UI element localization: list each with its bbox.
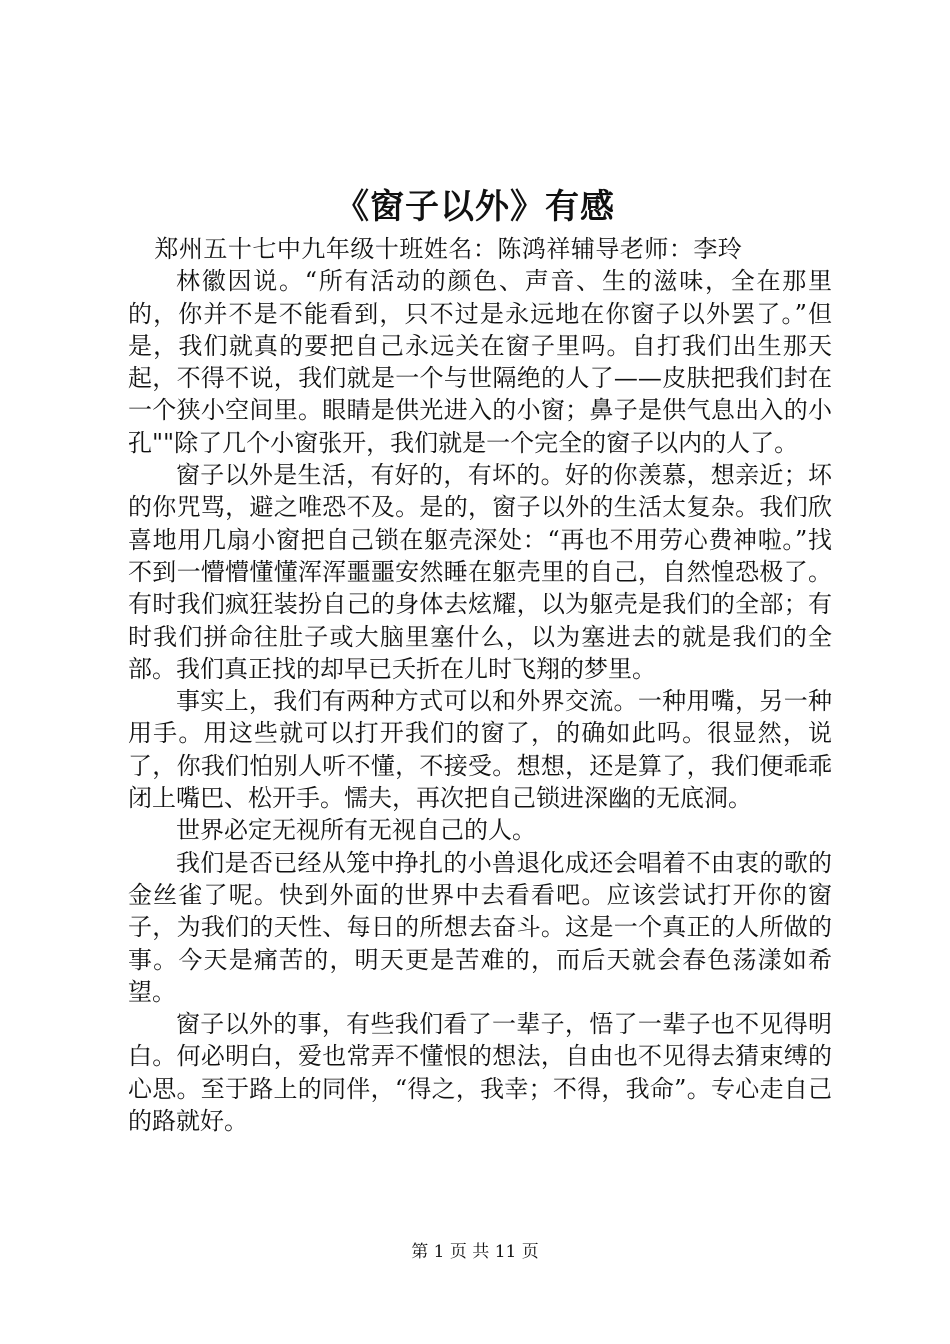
paragraph-1: 林徽因说。“所有活动的颜色、声音、生的滋味，全在那里的，你并不是不能看到，只不过是永远地在你窗子以外罢了。”但是，我们就真的要把自己永远关在窗子里吗。自打我们出生那天起，不得不说，我们就是一个与世隔绝的人了——皮肤把我们封在一个狭小空间里。眼睛是供光进入的小窗；鼻子是供气息出入的小孔""除了几个小窗张开，我们就是一个完全的窗子以内的人了。: [128, 267, 832, 457]
document-title: 《窗子以外》有感: [335, 187, 615, 227]
paragraph-5: 我们是否已经从笼中挣扎的小兽退化成还会唱着不由衷的歌的金丝雀了呢。快到外面的世界中去看看吧。应该尝试打开你的窗子，为我们的天性、每日的所想去奋斗。这是一个真正的人所做的事。今天是痛苦的，明天更是苦难的，而后天就会春色荡漾如希望。: [128, 848, 832, 1006]
paragraph-6: 窗子以外的事，有些我们看了一辈子，悟了一辈子也不见得明白。何必明白，爱也常弄不懂恨的想法，自由也不见得去猜束缚的心思。至于路上的同伴，“得之，我幸；不得，我命”。专心走自己的路就好。: [128, 1010, 832, 1136]
paragraph-3: 事实上，我们有两种方式可以和外界交流。一种用嘴，另一种用手。用这些就可以打开我们的窗了，的确如此吗。很显然，说了，你我们怕别人听不懂，不接受。想想，还是算了，我们便乖乖闭上嘴巴、松开手。懦夫，再次把自己锁进深幽的无底洞。: [128, 687, 832, 813]
author-byline: 郑州五十七中九年级十班姓名：陈鸿祥辅导老师：李玲: [154, 235, 743, 263]
paragraph-4: 世界必定无视所有无视自己的人。: [176, 816, 536, 845]
paragraph-2: 窗子以外是生活，有好的，有坏的。好的你羡慕，想亲近；坏的你咒骂，避之唯恐不及。是的，窗子以外的生活太复杂。我们欣喜地用几扇小窗把自己锁在躯壳深处：“再也不用劳心费神啦。”找不到一懵懵懂懂浑浑噩噩安然睡在躯壳里的自己，自然惶恐极了。有时我们疯狂装扮自己的身体去炫耀，以为躯壳是我们的全部；有时我们拼命往肚子或大脑里塞什么，以为塞进去的就是我们的全部。我们真正找的却早已夭折在儿时飞翔的梦里。: [128, 461, 832, 683]
page-number-footer: 第 1 页 共 11 页: [411, 1242, 539, 1262]
document-body: [128, 233, 832, 1137]
